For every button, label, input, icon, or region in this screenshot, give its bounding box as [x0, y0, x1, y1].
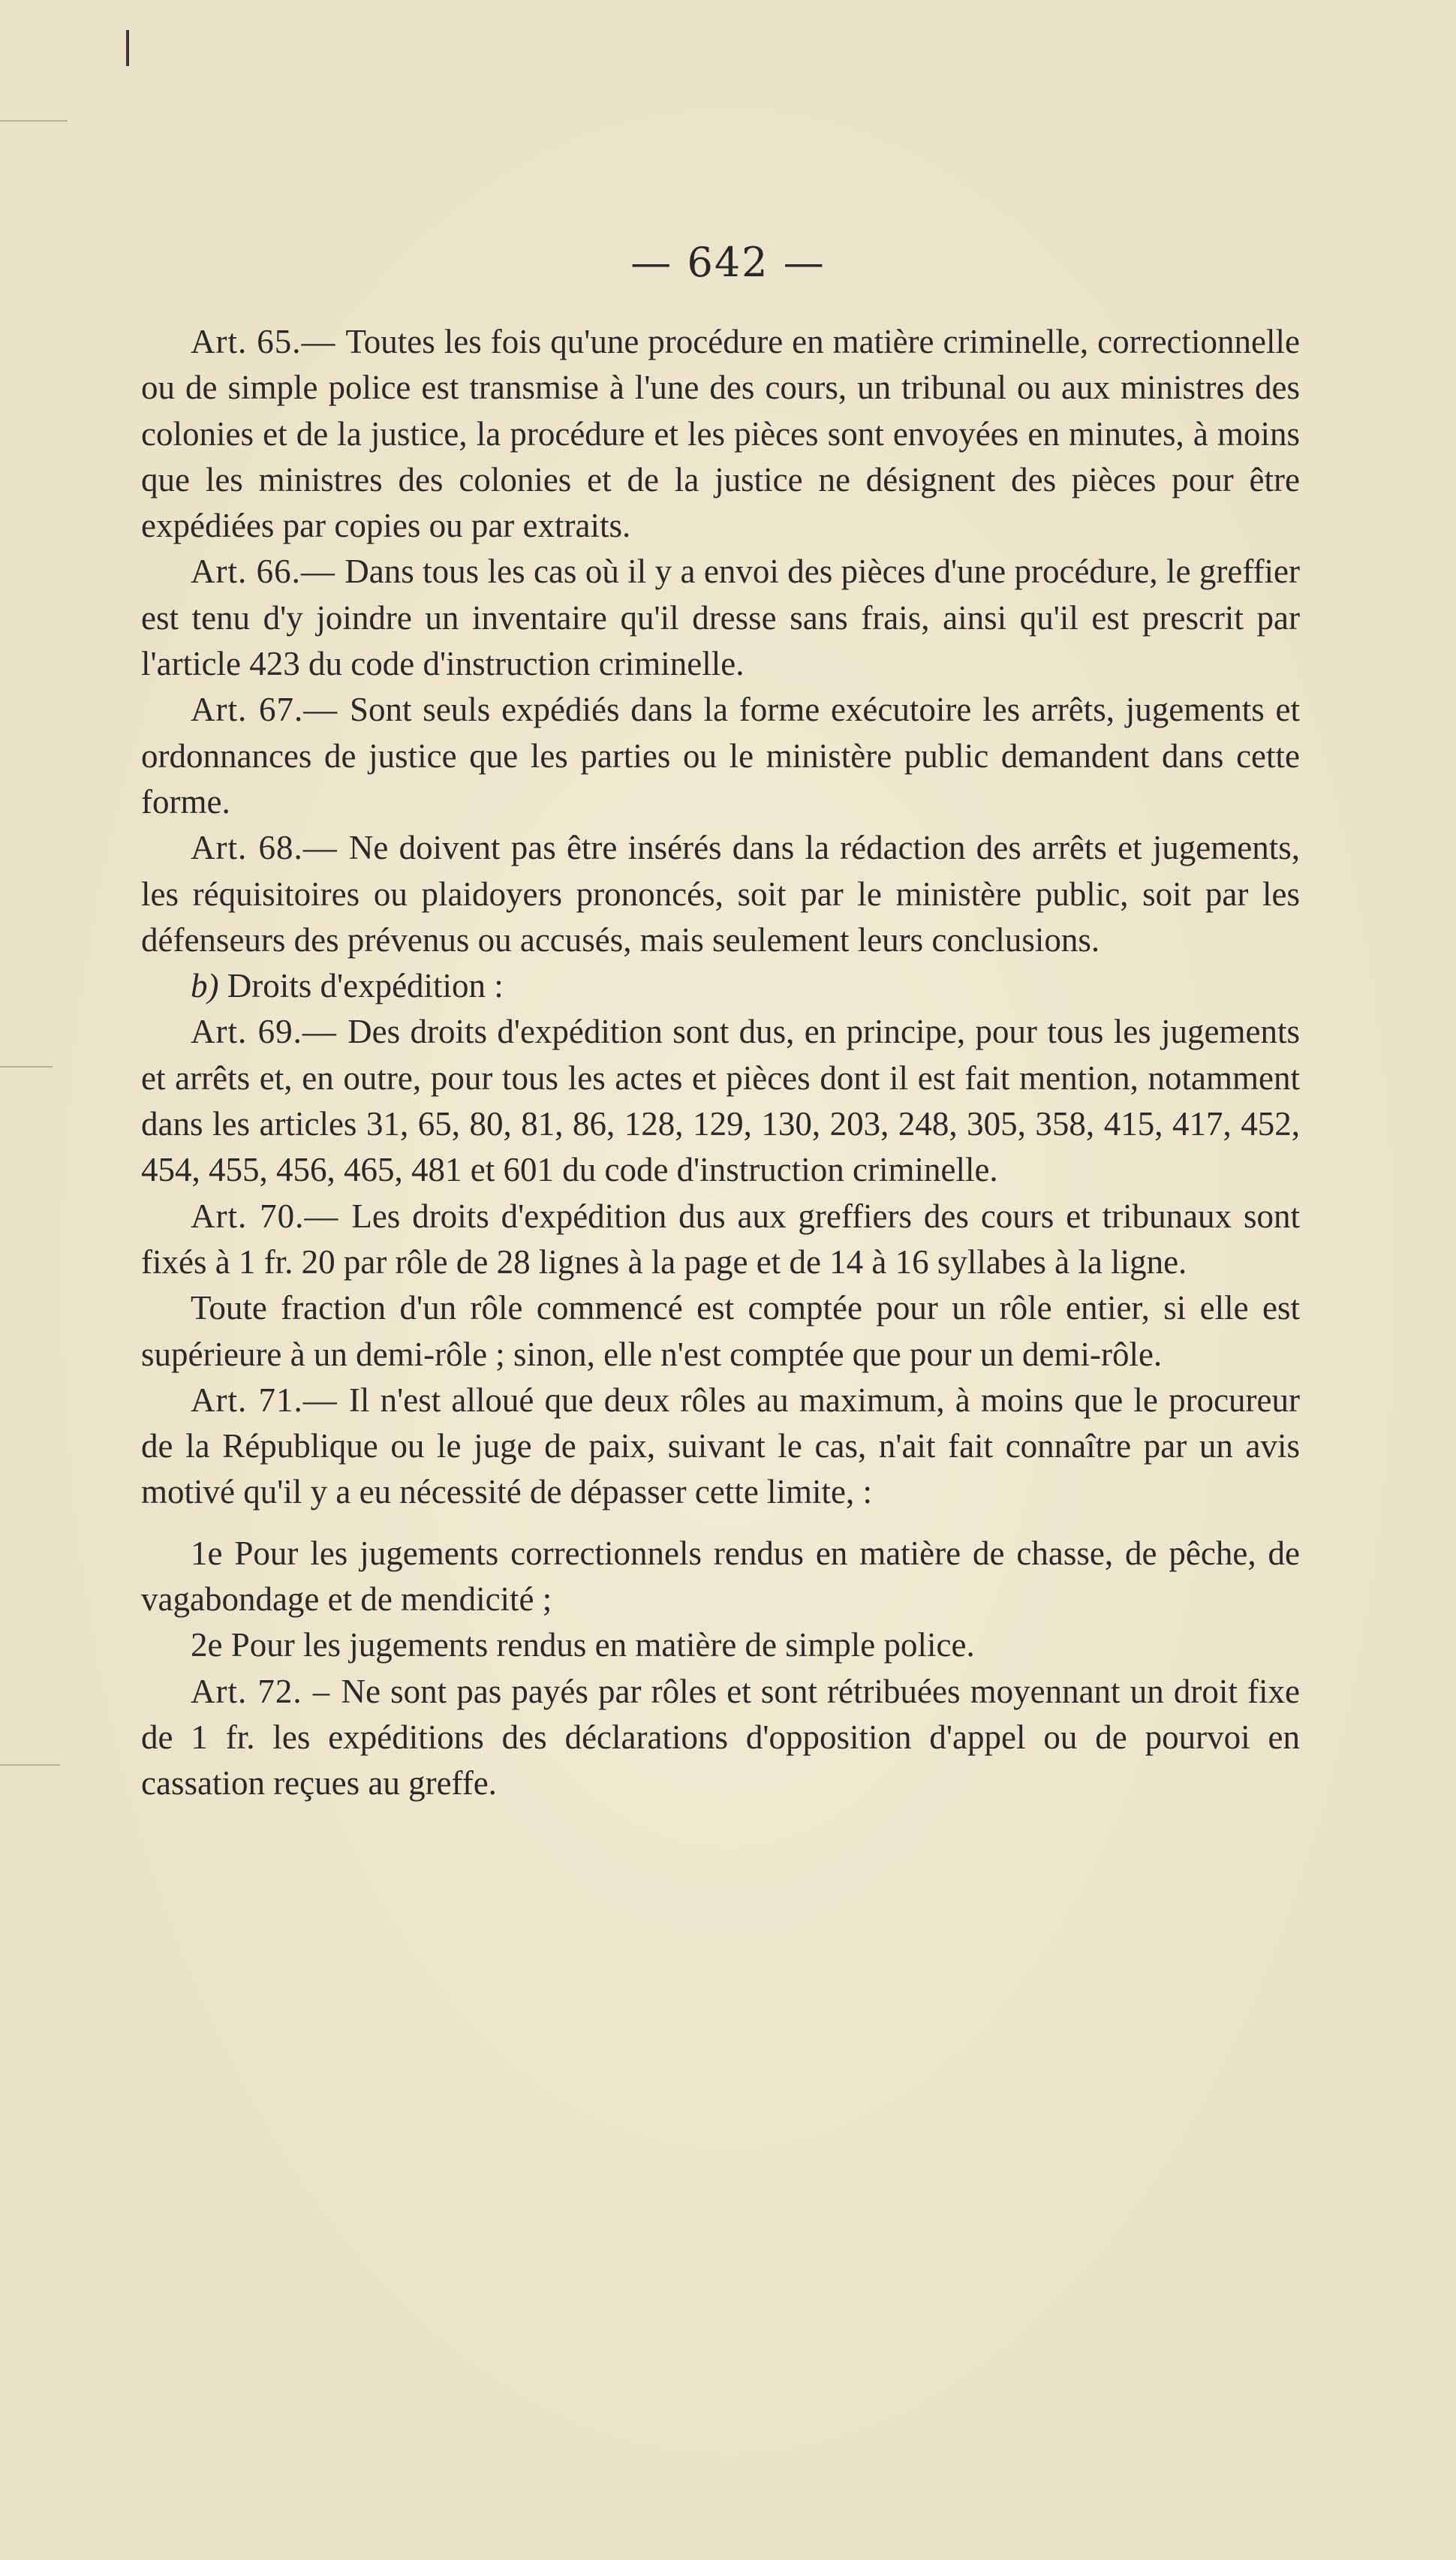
subheading-letter: b): [191, 967, 227, 1005]
article-66: [141, 549, 1300, 687]
article-text: Dans tous les cas où il y a envoi des pièces d'une procédure, le greffier est tenu d'y joindre un inventaire qu'il dresse sans frais, ainsi qu'il est prescrit par l'article 423 du code d'instruction criminelle.: [141, 553, 1300, 683]
list-item-1: [141, 1531, 1300, 1623]
scan-edge-mark: [126, 30, 129, 66]
article-number: Art. 66.—: [191, 553, 345, 591]
list-item-2: [141, 1622, 1300, 1668]
article-number: Art. 70.—: [191, 1197, 352, 1235]
article-number: Art. 71.—: [191, 1381, 349, 1419]
article-69: [141, 1009, 1300, 1193]
article-71: [141, 1378, 1300, 1516]
list-marker: 2e: [191, 1626, 231, 1664]
article-72: [141, 1669, 1300, 1807]
article-text: Sont seuls expédiés dans la forme exécutoire les arrêts, jugements et ordonnances de justice que les parties ou le ministère public demandent dans cette forme.: [141, 691, 1300, 821]
article-68: [141, 825, 1300, 963]
document-body: [141, 319, 1300, 1807]
article-number: Art. 69.—: [191, 1013, 348, 1051]
paragraph-text: Toute fraction d'un rôle commencé est comptée pour un rôle entier, si elle est supérieure à un demi-rôle ; sinon, elle n'est comptée que pour un demi-rôle.: [141, 1289, 1300, 1373]
article-text: Ne sont pas payés par rôles et sont rétribuées moyennant un droit fixe de 1 fr. les expéditions des déclarations d'opposition d'appel ou de pourvoi en cassation reçues au greffe.: [141, 1672, 1300, 1803]
article-70: [141, 1194, 1300, 1286]
article-text: Ne doivent pas être insérés dans la rédaction des arrêts et jugements, les réquisitoires ou plaidoyers prononcés, soit par le ministère public, soit par les défenseurs des prévenus ou accusés, mais seulement leurs conclusions.: [141, 829, 1300, 959]
scan-artifact-line: [0, 120, 68, 122]
article-67: [141, 687, 1300, 825]
article-number: Art. 72. –: [191, 1672, 341, 1710]
article-text: Des droits d'expédition sont dus, en principe, pour tous les jugements et arrêts et, en outre, pour tous les actes et pièces dont il est fait mention, notamment dans les articles 31, 65, 80, 81, 86, 128, 129, 130, 203, 248, 305, 358, 415, 417, 452, 454, 455, 456, 465, 481 et 601 du code d'instruction criminelle.: [141, 1013, 1300, 1189]
page-number: — 642 —: [630, 239, 826, 286]
article-70-continuation: [141, 1285, 1300, 1378]
article-text: Il n'est alloué que deux rôles au maximum, à moins que le procureur de la République ou le juge de paix, suivant le cas, n'ait fait connaître par un avis motivé qu'il y a eu nécessité de dépasser cette limite, :: [141, 1381, 1300, 1511]
list-text: Pour les jugements rendus en matière de simple police.: [230, 1626, 975, 1664]
article-65: [141, 319, 1300, 549]
article-text: Toutes les fois qu'une procédure en matière criminelle, correctionnelle ou de simple police est transmise à l'une des cours, un tribunal ou aux ministres des colonies et de la justice, la procédure et les pièces sont envoyées en minutes, à moins que les ministres des colonies et de la justice ne désignent des pièces pour être expédiées par copies ou par extraits.: [141, 323, 1300, 545]
list-marker: 1e: [191, 1534, 235, 1572]
scan-artifact-line: [0, 1764, 60, 1766]
section-subheading: [141, 963, 1300, 1009]
list-text: Pour les jugements correctionnels rendus en matière de chasse, de pêche, de vagabondage et de mendicité ;: [141, 1534, 1300, 1619]
scan-artifact-line: [0, 1066, 53, 1068]
article-number: Art. 67.—: [191, 691, 350, 729]
subheading-text: Droits d'expédition :: [227, 967, 504, 1005]
article-number: Art. 65.—: [191, 323, 346, 360]
article-text: Les droits d'expédition dus aux greffiers des cours et tribunaux sont fixés à 1 fr. 20 par rôle de 28 lignes à la page et de 14 à 16 syllabes à la ligne.: [141, 1197, 1300, 1281]
article-number: Art. 68.—: [191, 829, 349, 867]
